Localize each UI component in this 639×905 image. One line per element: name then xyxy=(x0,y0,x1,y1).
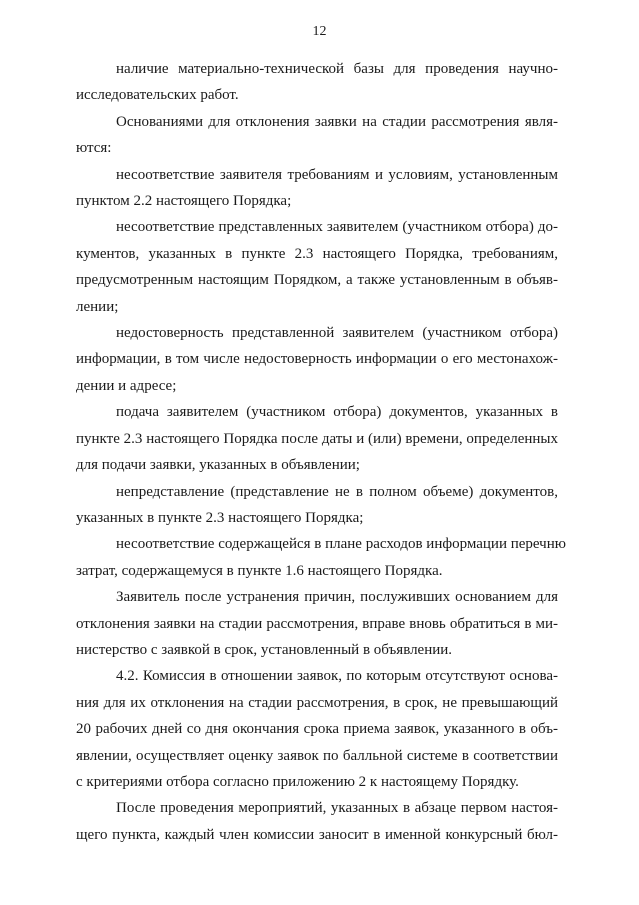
text-line: ния для их отклонения на стадии рассмотрения, в срок, не превышающий xyxy=(76,694,558,711)
text-line: Заявитель после устранения причин, послуживших основанием для xyxy=(116,589,558,606)
text-line: явлении, осуществляет оценку заявок по балльной системе в соответствии xyxy=(76,747,558,764)
text-line: 20 рабочих дней со дня окончания срока приема заявок, указанного в объ- xyxy=(76,721,558,738)
text-line: После проведения мероприятий, указанных в абзаце первом настоя- xyxy=(116,800,558,817)
text-line: отклонения заявки на стадии рассмотрения, вправе вновь обратиться в ми- xyxy=(76,615,558,632)
page-number: 12 xyxy=(312,24,327,39)
text-line: предусмотренным настоящим Порядком, а также установленным в объяв- xyxy=(76,272,558,289)
text-line: Основаниями для отклонения заявки на стадии рассмотрения явля- xyxy=(116,113,558,130)
text-line: ются: xyxy=(76,140,112,157)
text-line: затрат, содержащемуся в пункте 1.6 настоящего Порядка. xyxy=(76,562,443,579)
text-line: исследовательских работ. xyxy=(76,87,239,104)
text-line: наличие материально-технической базы для проведения научно- xyxy=(116,61,558,77)
text-line: недостоверность представленной заявителем (участником отбора) xyxy=(116,325,558,342)
text-line: пунктом 2.2 настоящего Порядка; xyxy=(76,193,292,210)
document-body xyxy=(76,56,566,848)
text-line: информации, в том числе недостоверность информации о его местонахож- xyxy=(76,351,558,368)
text-line: дении и адресе; xyxy=(76,377,177,394)
text-line: лении; xyxy=(76,298,119,315)
text-line: 4.2. Комиссия в отношении заявок, по которым отсутствуют основа- xyxy=(116,668,558,685)
text-line: нистерство с заявкой в срок, установленный в объявлении. xyxy=(76,641,453,658)
text-line: для подачи заявки, указанных в объявлении; xyxy=(76,457,360,474)
text-line: указанных в пункте 2.3 настоящего Порядка; xyxy=(76,509,364,526)
text-line: непредставление (представление не в полном объеме) документов, xyxy=(116,483,558,500)
text-line: несоответствие заявителя требованиям и условиям, установленным xyxy=(116,166,558,183)
text-line: щего пункта, каждый член комиссии заносит в именной конкурсный бюл- xyxy=(76,826,558,843)
text-line: кументов, указанных в пункте 2.3 настоящего Порядка, требованиям, xyxy=(76,245,558,262)
text-line: пункте 2.3 настоящего Порядка после даты и (или) времени, определенных xyxy=(76,430,558,447)
text-line: подача заявителем (участником отбора) документов, указанных в xyxy=(116,404,558,421)
text-line: несоответствие представленных заявителем (участником отбора) до- xyxy=(116,219,558,236)
text-line: несоответствие содержащейся в плане расходов информации перечню xyxy=(116,536,566,553)
text-line: с критериями отбора согласно приложению 2 к настоящему Порядку. xyxy=(76,773,519,790)
